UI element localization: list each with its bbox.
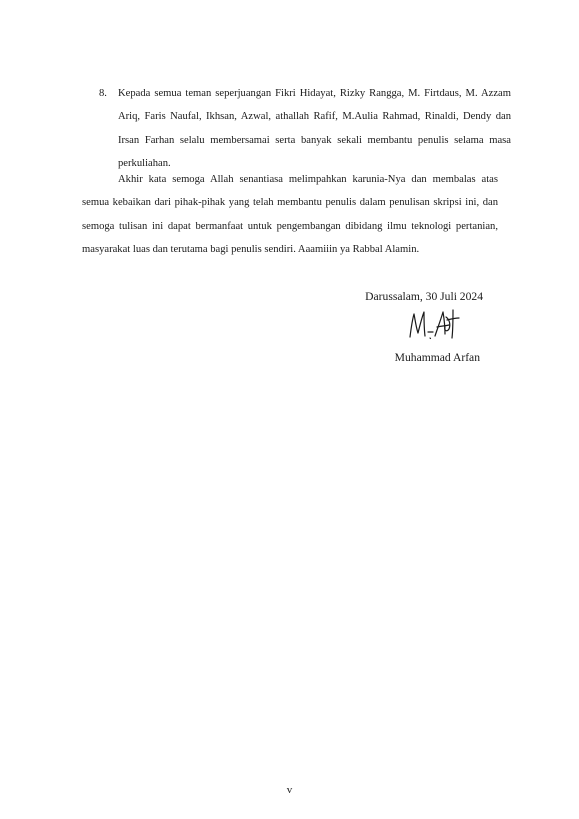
list-item-number: 8. [99, 88, 107, 99]
list-item-text: Kepada semua teman seperjuangan Fikri Hidayat, Rizky Rangga, M. Firtdaus, M. Azzam Ariq, Faris Naufal, Ikhsan, Azwal, athallah Rafif, M.Aulia Rahmad, Rinaldi, Dendy dan Irsan Farhan selalu membersamai serta banyak sekali membantu penulis selama masa perkuliahan. [118, 88, 511, 169]
place-date: Darussalam, 30 Juli 2024 [365, 290, 483, 303]
closing-paragraph: Akhir kata semoga Allah senantiasa melimpahkan karunia-Nya dan membalas atas semua kebaikan dari pihak-pihak yang telah membantu penulis dalam penulisan skripsi ini, dan semoga tulisan ini dapat bermanfaat untuk pengembangan dibidang ilmu teknologi pertanian, masyarakat luas dan terutama bagi penulis sendiri. Aaamiiin ya Rabbal Alamin. [82, 174, 498, 255]
page-number: v [286, 784, 293, 796]
signer-name: Muhammad Arfan [394, 351, 480, 364]
signature-icon [403, 305, 461, 347]
